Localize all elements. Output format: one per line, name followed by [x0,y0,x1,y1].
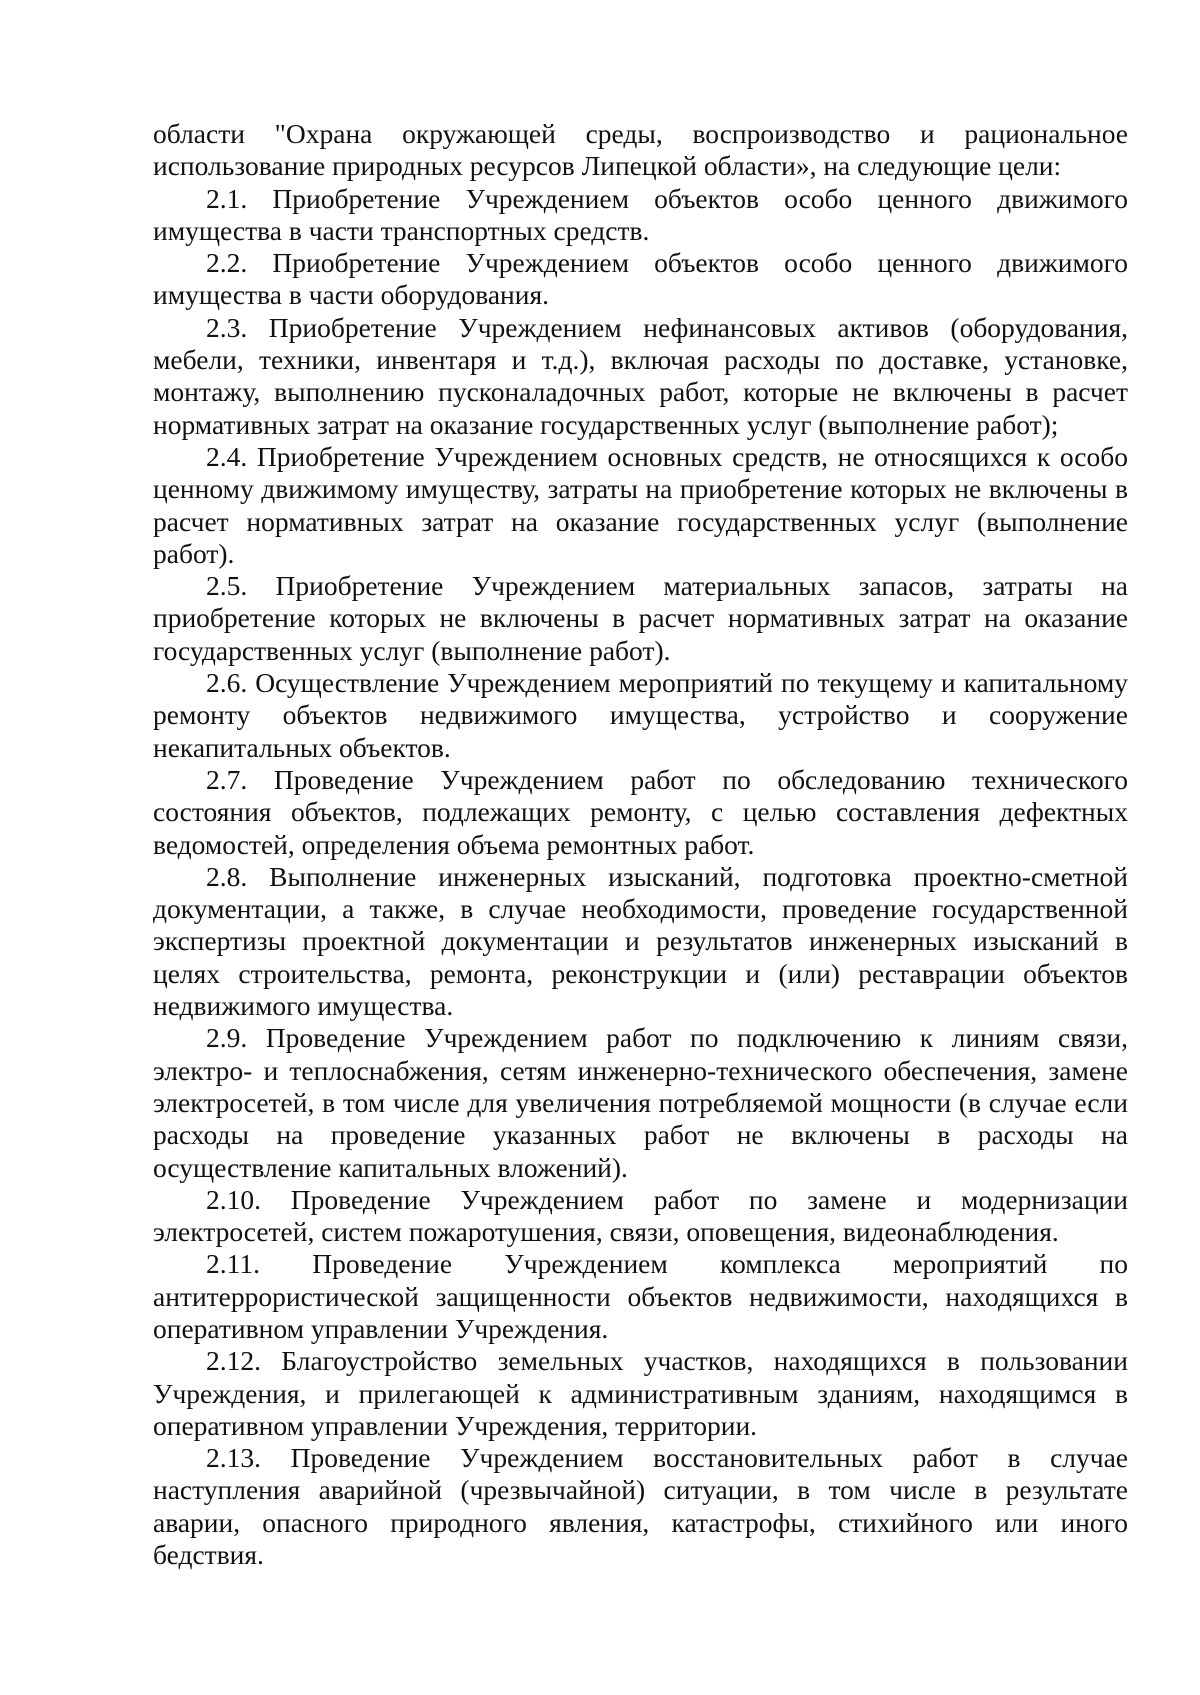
intro-paragraph: области "Охрана окружающей среды, воспроизводство и рациональное использование природных ресурсов Липецкой области», на следующие цели: [153,118,1128,182]
item-2-3: 2.3. Приобретение Учреждением нефинансовых активов (оборудования, мебели, техники, инвентаря и т.д.), включая расходы по доставке, установке, монтажу, выполнению пусконаладочных работ, которые не включены в расчет нормативных затрат на оказание государственных услуг (выполнение работ); [153,311,1128,440]
item-2-2: 2.2. Приобретение Учреждением объектов особо ценного движимого имущества в части оборудования. [153,247,1128,311]
item-2-12: 2.12. Благоустройство земельных участков, находящихся в пользовании Учреждения, и прилегающей к административным зданиям, находящимся в оперативном управлении Учреждения, территории. [153,1345,1128,1441]
item-2-7: 2.7. Проведение Учреждением работ по обследованию технического состояния объектов, подлежащих ремонту, с целью составления дефектных ведомостей, определения объема ремонтных работ. [153,763,1128,860]
item-2-5: 2.5. Приобретение Учреждением материальных запасов, затраты на приобретение которых не включены в расчет нормативных затрат на оказание государственных услуг (выполнение работ). [153,570,1128,666]
item-2-11: 2.11. Проведение Учреждением комплекса мероприятий по антитеррористической защищенности объектов недвижимости, находящихся в оперативном управлении Учреждения. [153,1248,1128,1344]
item-2-8: 2.8. Выполнение инженерных изысканий, подготовка проектно-сметной документации, а также, в случае необходимости, проведение государственной экспертизы проектной документации и результатов инженерных изысканий в целях строительства, ремонта, реконструкции и (или) реставрации объектов недвижимого имущества. [153,860,1128,1022]
item-2-6: 2.6. Осуществление Учреждением мероприятий по текущему и капитальному ремонту объектов недвижимого имущества, устройство и сооружение некапитальных объектов. [153,667,1128,763]
item-2-1: 2.1. Приобретение Учреждением объектов особо ценного движимого имущества в части транспортных средств. [153,182,1128,246]
item-2-9: 2.9. Проведение Учреждением работ по подключению к линиям связи, электро- и теплоснабжения, сетям инженерно-технического обеспечения, замене электросетей, в том числе для увеличения потребляемой мощности (в случае если расходы на проведение указанных работ не включены в расходы на осуществление капитальных вложений). [153,1022,1128,1183]
document-page [153,118,1128,1571]
item-2-10: 2.10. Проведение Учреждением работ по замене и модернизации электросетей, систем пожаротушения, связи, оповещения, видеонаблюдения. [153,1183,1128,1248]
item-2-13: 2.13. Проведение Учреждением восстановительных работ в случае наступления аварийной (чрезвычайной) ситуации, в том числе в результате аварии, опасного природного явления, катастрофы, стихийного или иного бедствия. [153,1442,1128,1571]
item-2-4: 2.4. Приобретение Учреждением основных средств, не относящихся к особо ценному движимому имуществу, затраты на приобретение которых не включены в расчет нормативных затрат на оказание государственных услуг (выполнение работ). [153,440,1128,569]
